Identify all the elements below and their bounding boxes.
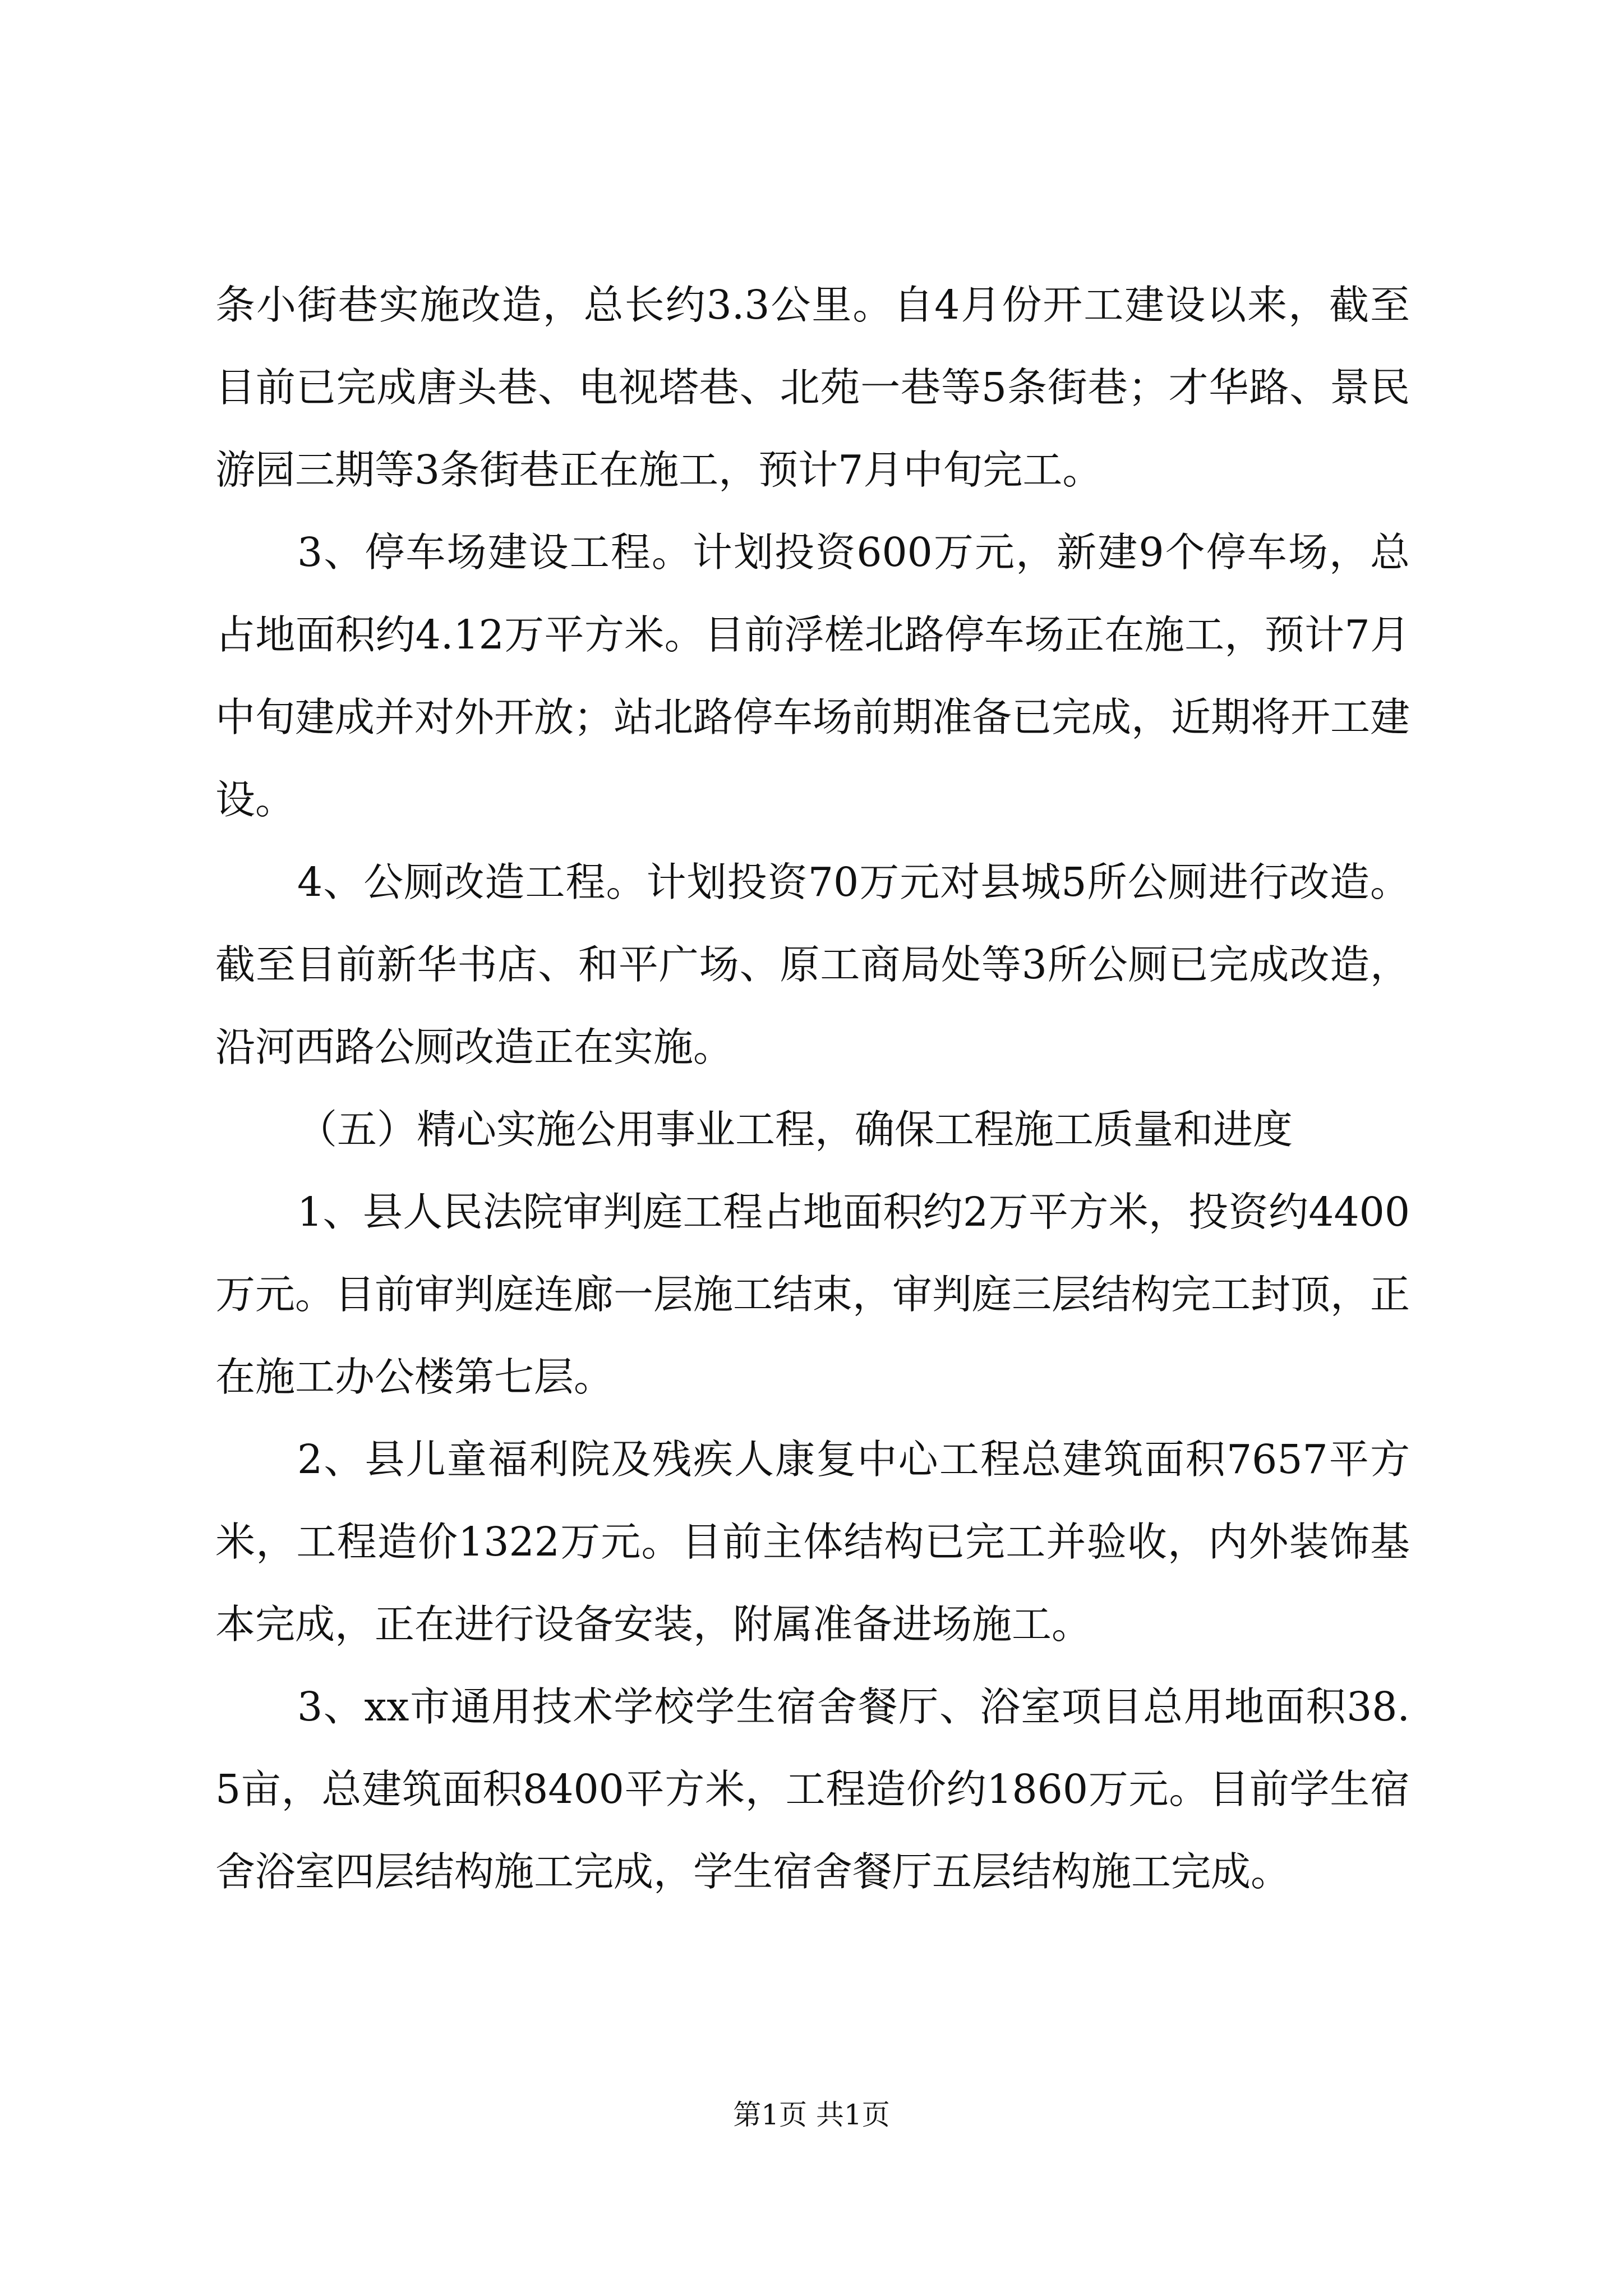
paragraph-welfare-project: 2、县儿童福利院及残疾人康复中心工程总建筑面积7657平方米，工程造价1322万元。目前主体结构已完工并验收，内外装饰基本完成，正在进行设备安装，附属准备进场施工。 [215,1436,1410,1648]
paragraph-court-project: 1、县人民法院审判庭工程占地面积约2万平方米，投资约4400万元。目前审判庭连廊一层施工结束，审判庭三层结构完工封顶，正在施工办公楼第七层。 [215,1189,1410,1400]
document-body [215,264,1410,1913]
page-footer: 第1页 共1页 [733,2099,890,2131]
section-heading: （五）精心实施公用事业工程，确保工程施工质量和进度 [297,1106,1293,1153]
paragraph-parking-project: 3、停车场建设工程。计划投资600万元，新建9个停车场，总占地面积约4.12万平方米。目前浮槎北路停车场正在施工，预计7月中旬建成并对外开放；站北路停车场前期准备已完成，近期将开工建设。 [215,529,1410,823]
paragraph-toilet-project: 4、公厕改造工程。计划投资70万元对县城5所公厕进行改造。截至目前新华书店、和平广场、原工商局处等3所公厕已完成改造，沿河西路公厕改造正在实施。 [215,859,1410,1070]
paragraph-continuation: 条小街巷实施改造，总长约3.3公里。自4月份开工建设以来，截至目前已完成唐头巷、电视塔巷、北苑一巷等5条街巷；才华路、景民游园三期等3条街巷正在施工，预计7月中旬完工。 [215,282,1410,493]
paragraph-school-project: 3、xx市通用技术学校学生宿舍餐厅、浴室项目总用地面积38.5亩，总建筑面积8400平方米，工程造价约1860万元。目前学生宿舍浴室四层结构施工完成，学生宿舍餐厅五层结构施工完成。 [215,1683,1410,1895]
